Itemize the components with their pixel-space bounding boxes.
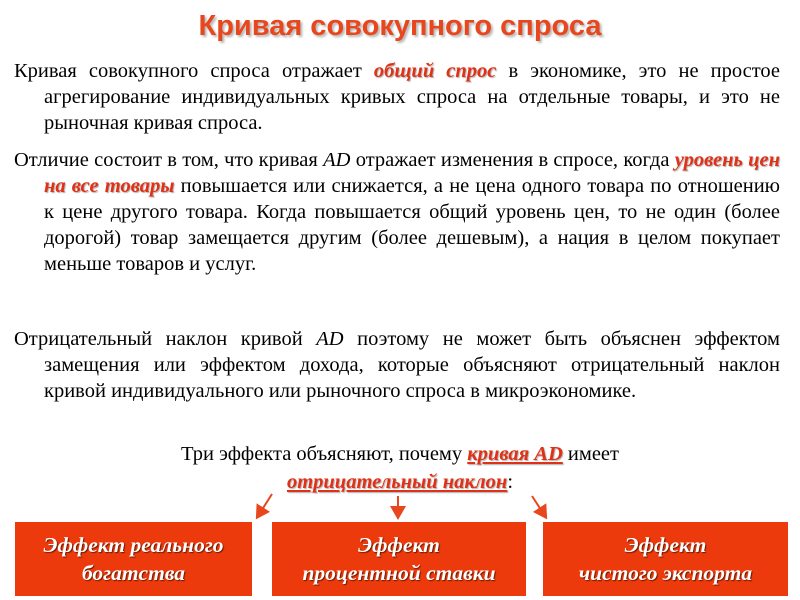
page-title: Кривая совокупного спроса xyxy=(198,10,602,42)
box-interest-rate-effect xyxy=(272,522,526,596)
highlight-curve-ad: кривая AD xyxy=(467,443,563,465)
highlight-total-demand: общий спрос xyxy=(373,60,497,82)
p2-text-1: Отличие состоит в том, что кривая xyxy=(14,149,324,171)
box-line: Эффект xyxy=(624,533,707,557)
box-line: процентной ставки xyxy=(302,561,496,585)
summary-text-1: Три эффекта объясняют, почему xyxy=(180,443,468,465)
p2-text-2: отражает изменения в спросе, когда xyxy=(350,149,675,171)
box-line: Эффект xyxy=(358,533,440,557)
box-net-export-effect xyxy=(543,522,788,596)
box-line: богатства xyxy=(81,561,186,585)
arrow-left-icon xyxy=(258,494,272,516)
highlight-price-level: уровень цен на все товары xyxy=(44,149,780,197)
box-line: Эффект реального xyxy=(43,533,224,557)
summary-text-3: : xyxy=(507,471,514,493)
p1-text-1: Кривая совокупного спроса отражает xyxy=(14,60,374,82)
paragraph-negative-slope xyxy=(14,326,780,404)
box-line: чистого экспорта xyxy=(578,561,753,585)
summary-text-2: имеет xyxy=(562,443,619,465)
paragraph-difference xyxy=(14,147,780,277)
p2-text-3: повышается или снижается, а не цена одного товара по отношению к цене другого товара. Когда повышается общий уровень цен, то не один (более дорогой) товар замещается другим (более дешевым), а нация в целом покупает меньше товаров и услуг. xyxy=(44,175,780,275)
paragraph-aggregate-demand xyxy=(14,58,780,136)
summary-line-1 xyxy=(0,441,800,467)
arrow-right-icon xyxy=(532,496,545,516)
ad-term: AD xyxy=(323,149,351,171)
box-wealth-effect xyxy=(15,522,252,596)
ad-term: AD xyxy=(316,328,344,350)
highlight-negative-slope: отрицательный наклон xyxy=(286,471,508,493)
p1-text-2: в экономике, это не простое агрегирование индивидуальных кривых спроса на отдельные товары, и это не рыночная кривая спроса. xyxy=(44,60,780,134)
p3-text-2: поэтому не может быть объяснен эффектом замещения или эффектом дохода, которые объясняют отрицательный наклон кривой индивидуального или рыночного спроса в микроэкономике. xyxy=(44,328,780,402)
p3-text-1: Отрицательный наклон кривой xyxy=(14,328,317,350)
